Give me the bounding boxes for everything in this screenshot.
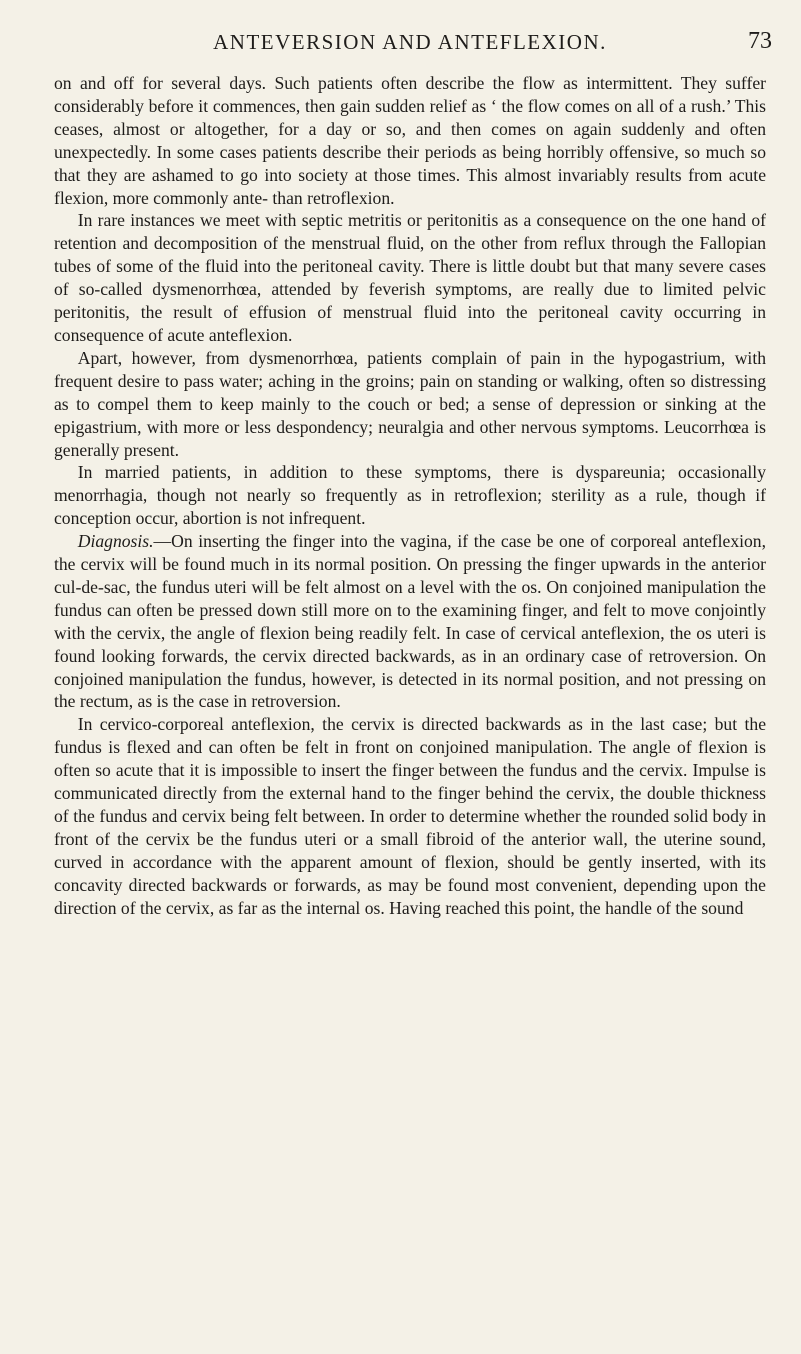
paragraph-married-patients: In married patients, in addition to these symptoms, there is dyspareunia; occasionally menorrhagia, though not nearly so frequently as in retroflexion; sterility as a rule, though if conception occur, abortion is not infrequent. [54,462,766,529]
running-head [54,28,772,62]
running-title: ANTEVERSION AND ANTEFLEXION. [213,30,607,54]
paragraph-continued: on and off for several days. Such patients often describe the flow as intermittent. They suffer considerably before it commences, then gain sudden relief as ‘ the flow comes on all of a rush.’ This ceases, almost or altogether, for a day or so, and then comes on again suddenly and often unexpectedly. In some cases patients describe their periods as being horribly offensive, so much so that they are ashamed to go into society at those times. This almost invariably results from acute flexion, more commonly ante- than retroflexion. [54,73,766,208]
paragraph-cervico-corporeal: In cervico-corporeal anteflexion, the cervix is directed backwards as in the last case; but the fundus is flexed and can often be felt in front on conjoined manipulation. The angle of flexion is often so acute that it is impossible to insert the finger between the fundus and the cervix. Impulse is communicated directly from the external hand to the finger behind the cervix, the double thickness of the fundus and cervix being felt between. In order to determine whether the rounded solid body in front of the cervix be the fundus uteri or a small fibroid of the anterior wall, the uterine sound, curved in accordance with the apparent amount of flexion, should be gently inserted, with its concavity directed backwards or forwards, as may be found most convenient, depending upon the direction of the cervix, as far as the internal os. Having reached this point, the handle of the sound [54,714,766,918]
paragraph-symptoms: Apart, however, from dysmenorrhœa, patients complain of pain in the hypogastrium, with frequent desire to pass water; aching in the groins; pain on standing or walking, often so distressing as to compel them to keep mainly to the couch or bed; a sense of depression or sinking at the epigastrium, with more or less despondency; neuralgia and other nervous symptoms. Leucorrhœa is generally present. [54,347,766,460]
paragraph-diagnosis [54,530,766,713]
page-number: 73 [748,28,772,54]
diagnosis-text: —On inserting the finger into the vagina, if the case be one of corporeal anteflexion, the cervix will be found much in its normal position. On pressing the finger upwards in the anterior cul-de-sac, the fundus uteri will be felt almost on a level with the os. On conjoined manipulation the fundus can often be pressed down still more on to the examining finger, and felt to move conjointly with the cervix, the angle of flexion being readily felt. In case of cervical anteflexion, the os uteri is found looking forwards, the cervix directed backwards, as in an ordinary case of retroversion. On conjoined manipulation the fundus, however, is detected in its normal position, and not pressing on the rectum, as is the case in retroversion. [54,531,766,712]
diagnosis-heading: Diagnosis. [77,531,154,552]
paragraph-septic-metritis: In rare instances we meet with septic metritis or peritonitis as a consequence on the one hand of retention and decomposition of the menstrual fluid, on the other from reflux through the Fallopian tubes of some of the fluid into the peritoneal cavity. There is little doubt but that many severe cases of so-called dysmenorrhœa, attended by feverish symptoms, are really due to limited pelvic peritonitis, the result of effusion of menstrual fluid into the peritoneal cavity occurring in consequence of acute anteflexion. [54,210,766,345]
body-text [54,72,766,920]
